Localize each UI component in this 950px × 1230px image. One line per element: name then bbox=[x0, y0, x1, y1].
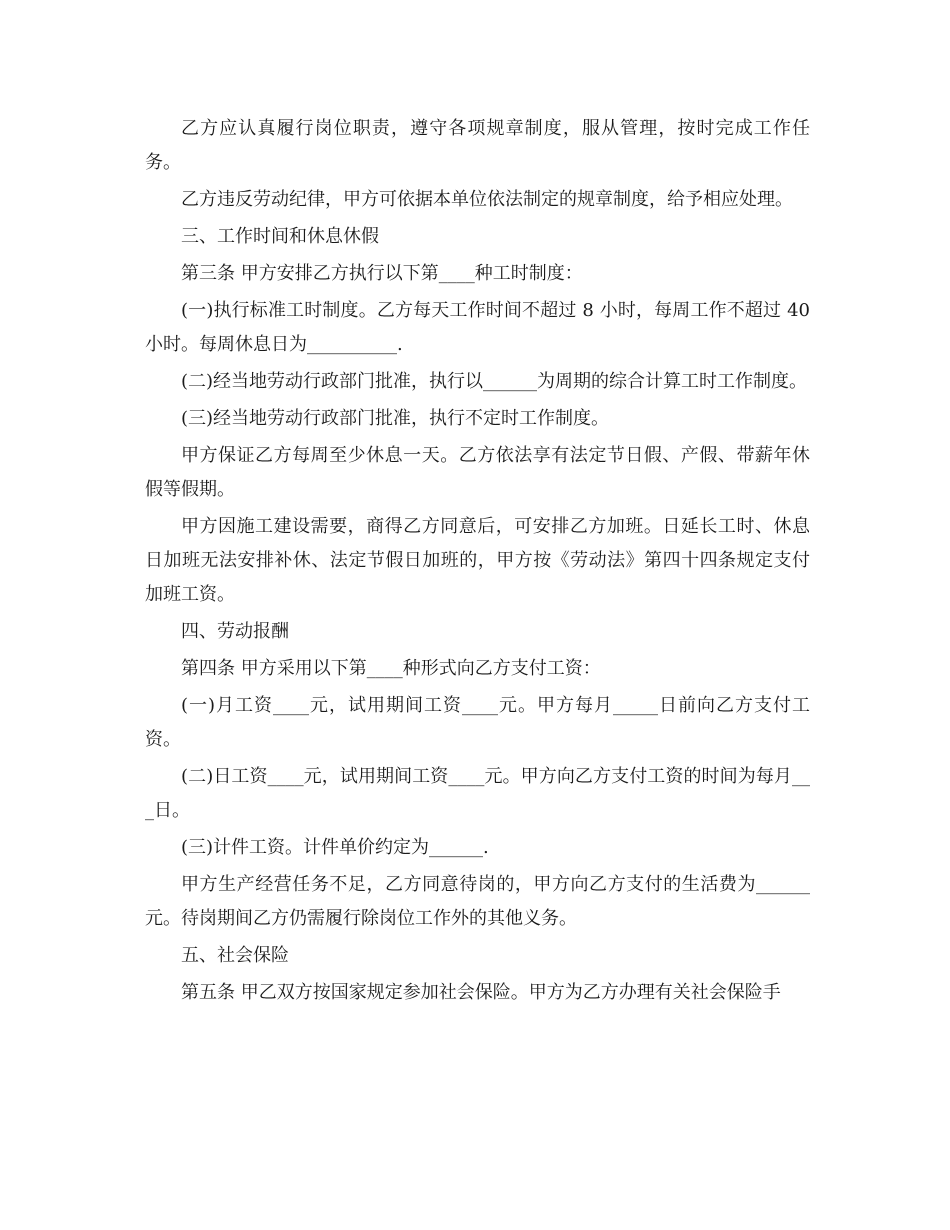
paragraph-standby: 甲方生产经营任务不足，乙方同意待岗的，甲方向乙方支付的生活费为______元。待岗期间乙方仍需履行除岗位工作外的其他义务。 bbox=[145, 874, 810, 929]
section-heading-work-time: 三、工作时间和休息休假 bbox=[181, 226, 379, 247]
section-heading-social-insurance: 五、社会保险 bbox=[181, 945, 289, 966]
article-4-item-1: (一)月工资____元，试用期间工资____元。甲方每月_____日前向乙方支付工资。 bbox=[145, 695, 810, 750]
article-3-item-1: (一)执行标准工时制度。乙方每天工作时间不超过 8 小时，每周工作不超过 40 小时。每周休息日为__________. bbox=[145, 300, 810, 355]
document-body bbox=[145, 112, 810, 1013]
paragraph-rest-days: 甲方保证乙方每周至少休息一天。乙方依法享有法定节日假、产假、带薪年休假等假期。 bbox=[145, 445, 810, 500]
section-heading-remuneration: 四、劳动报酬 bbox=[181, 621, 289, 642]
article-5: 第五条 甲乙双方按国家规定参加社会保险。甲方为乙方办理有关社会保险手 bbox=[181, 982, 781, 1003]
paragraph-overtime: 甲方因施工建设需要，商得乙方同意后，可安排乙方加班。日延长工时、休息日加班无法安排补休、法定节假日加班的，甲方按《劳动法》第四十四条规定支付加班工资。 bbox=[145, 516, 810, 605]
article-4: 第四条 甲方采用以下第____种形式向乙方支付工资： bbox=[181, 658, 601, 679]
article-3-item-3: (三)经当地劳动行政部门批准，执行不定时工作制度。 bbox=[181, 408, 610, 429]
article-3: 第三条 甲方安排乙方执行以下第____种工时制度： bbox=[181, 263, 583, 284]
paragraph-duties: 乙方应认真履行岗位职责，遵守各项规章制度，服从管理，按时完成工作任务。 bbox=[145, 118, 810, 173]
article-4-item-2: (二)日工资____元，试用期间工资____元。甲方向乙方支付工资的时间为每月___日。 bbox=[145, 766, 810, 821]
article-4-item-3: (三)计件工资。计件单价约定为______. bbox=[181, 837, 489, 858]
article-3-item-2: (二)经当地劳动行政部门批准，执行以______为周期的综合计算工时工作制度。 bbox=[181, 371, 808, 392]
paragraph-discipline: 乙方违反劳动纪律，甲方可依据本单位依法制定的规章制度，给予相应处理。 bbox=[181, 189, 793, 210]
